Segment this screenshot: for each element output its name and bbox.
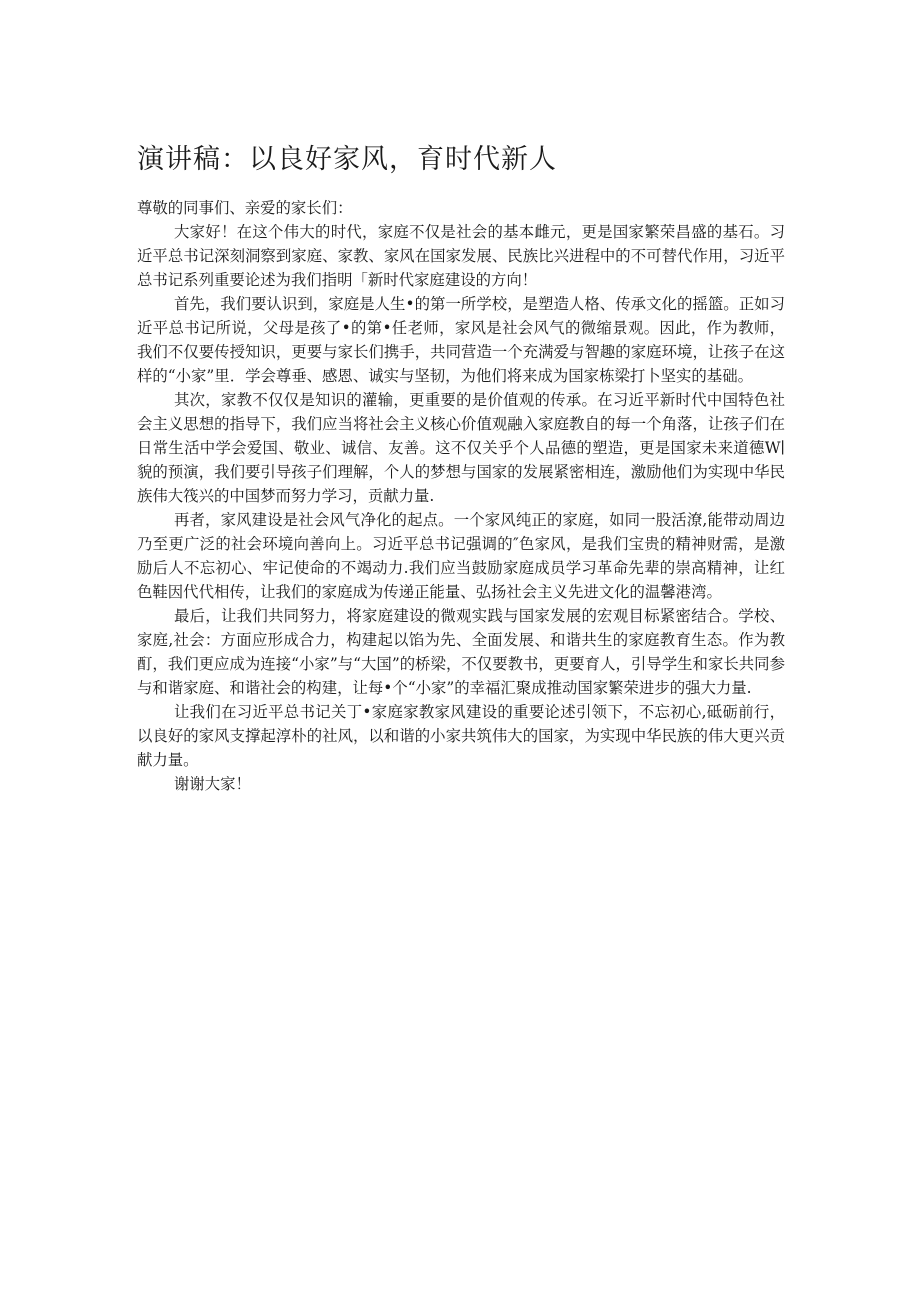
paragraph-closing: 让我们在习近平总书记关丁•家庭家教家风建设的重要论述引领下，不忘初心,砥砺前行，以良好的家风支撑起淳朴的社风，以和谐的小家共筑伟大的国家，为实现中华民族的伟大更兴贡献力量。 — [137, 703, 785, 769]
paragraph-third: 再者，家风建设是社会风气净化的起点。一个家风纯正的家庭，如同一股活潦,能带动周边乃至更广泛的社会环境向善向上。习近平总书记强调的″色家风，是我们宝贵的精神财需，是激励后人不忘初心、牢记使命的不竭动力.我们应当鼓励家庭成员学习革命先辈的崇高精神，让红色鞋因代代相传，让我们的家庭成为传递正能量、弘扬社会主义先进文化的温馨港湾。 — [137, 511, 785, 601]
salutation: 尊敬的同事们、亲爱的家长们： — [137, 199, 353, 217]
paragraph-greeting: 大家好！在这个伟大的时代，家庭不仅是社会的基本雌元，更是国家繁荣昌盛的基石。习近平总书记深刻洞察到家庭、家教、家风在国家发展、民族比兴进程中的不可替代作用，习近平总书记系列重要论述为我们指明「新时代家庭建设的方向！ — [137, 223, 785, 289]
paragraph-finally: 最后，让我们共同努力，将家庭建设的微观实践与国家发展的宏观目标紧密结合。学校、家庭,社会：方面应形成合力，构建起以馅为先、全面发展、和谐共生的家庭教育生态。作为教酊，我们更应成为连接“小家”与“大国”的桥梁，不仅要教书，更要育人，引导学生和家长共同参与和谐家庭、和谐社会的构建，让每•个“小家”的幸福汇聚成推动国家繁荣进步的强大力量. — [137, 607, 785, 697]
paragraph-first: 首先，我们要认识到，家庭是人生•的第一所学校，是塑造人格、传承文化的摇篮。正如习近平总书记所说，父母是孩了•的第•任老师，家风是社会风气的微缩景观。因此，作为教师，我们不仅要传授知识，更要与家长们携手，共同营造一个充满爱与智趣的家庭环境，让孩子在这样的“小家”里．学会尊垂、感恩、诚实与坚韧，为他们将来成为国家栋梁打卜坚实的基础。 — [137, 295, 785, 385]
paragraph-second: 其次，家教不仅仅是知识的灌输，更重要的是价值观的传承。在习近平新时代中国特色社会主义思想的指导下，我们应当将社会主义核心价值观融入家庭教自的每一个角落，让孩子们在日常生活中学会爱国、敬业、诚信、友善。这不仅关乎个人品德的塑造，更是国家未来道德W∣貌的预演，我们要引导孩子们理解，个人的梦想与国家的发展紧密相连，激励他们为实现中华民族伟大筏兴的中国梦而努力学习，贡献力量. — [137, 391, 785, 505]
paragraph-thanks: 谢谢大家！ — [173, 775, 251, 793]
document-body — [137, 196, 785, 796]
page-title: 演讲稿：以良好家风，育时代新人 — [137, 144, 557, 175]
